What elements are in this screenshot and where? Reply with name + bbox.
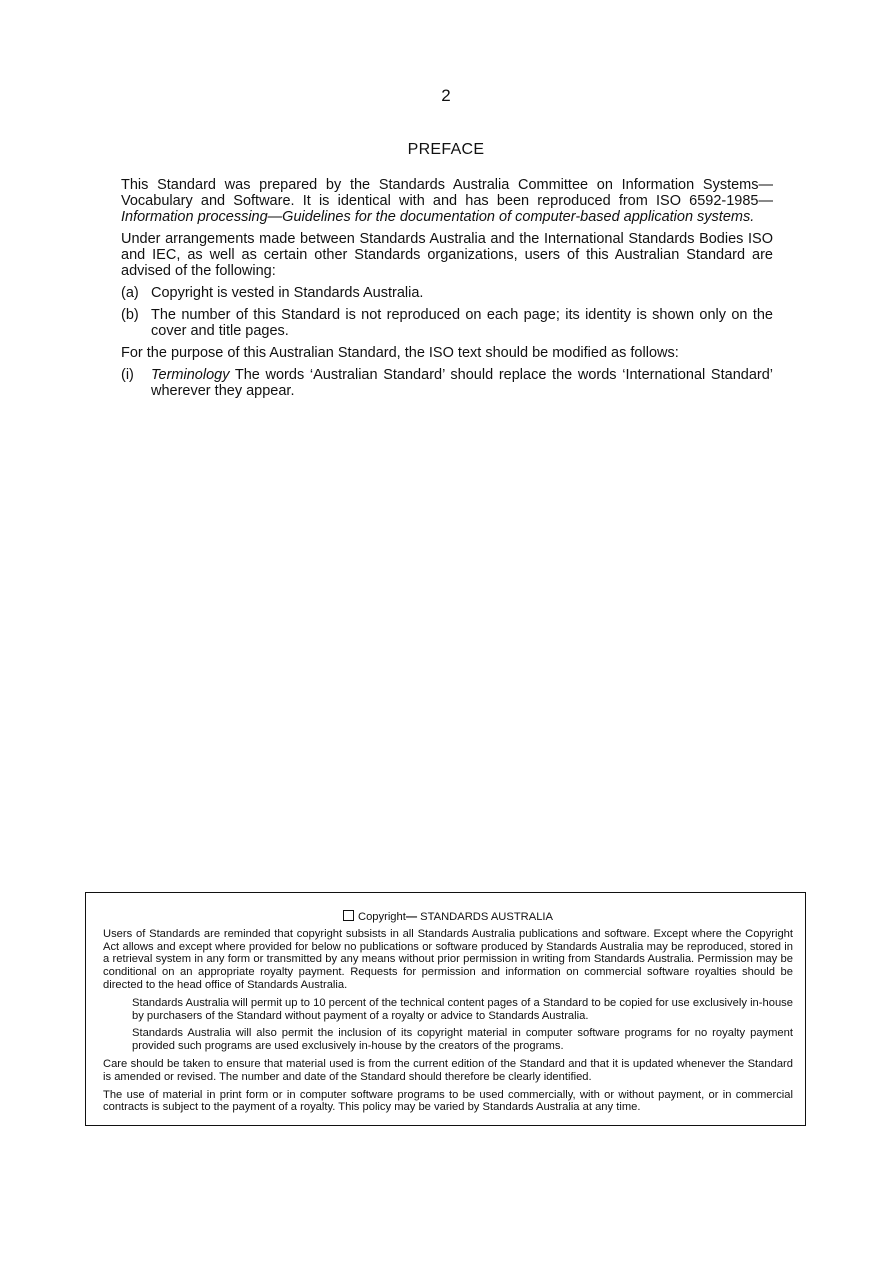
copyright-paragraph-1: Users of Standards are reminded that copyright subsists in all Standards Australia publications and software. Except where the Copyright Act allows and except where provided for below no publications or software produced by Standards Australia may be reproduced, stored in a retrieval system in any form or transmitted by any means without prior permission in writing from Standards Australia. Permission may be conditional on an appropriate royalty payment. Requests for permission and information on commercial software royalties should be directed to the head office of Standards Australia. <box>103 927 793 991</box>
page-number: 2 <box>441 86 451 105</box>
preface-content <box>121 177 773 405</box>
list-item-text: The number of this Standard is not reproduced on each page; its identity is shown only on the cover and title pages. <box>151 307 773 339</box>
modification-lead: Terminology <box>151 367 230 383</box>
copyright-indent-2: Standards Australia will also permit the inclusion of its copyright material in computer software programs for no royalty payment provided such programs are used exclusively in-house by the creators of the programs. <box>132 1027 793 1053</box>
copyright-paragraph-2: Care should be taken to ensure that material used is from the current edition of the Standard and that it is updated whenever the Standard is amended or revised. The number and date of the Standard should therefore be clearly identified. <box>103 1057 793 1083</box>
copyright-symbol-icon <box>343 910 354 921</box>
preface-paragraph-1-text: This Standard was prepared by the Standards Australia Committee on Information Systems—Vocabulary and Software. It is identical with and has been reproduced from ISO 6592-1985— <box>121 177 773 209</box>
list-item <box>121 285 773 301</box>
preface-paragraph-3: For the purpose of this Australian Standard, the ISO text should be modified as follows: <box>121 345 679 361</box>
copyright-title <box>103 910 793 924</box>
copyright-org: STANDARDS AUSTRALIA <box>417 911 553 923</box>
list-marker: (b) <box>121 307 139 323</box>
copyright-notice-box <box>85 892 806 1126</box>
modification-item <box>121 367 773 399</box>
section-title: PREFACE <box>407 141 485 158</box>
copyright-paragraph-3: The use of material in print form or in computer software programs to be used commercially, with or without payment, or in commercial contracts is subject to the payment of a royalty. This policy may be varied by Standards Australia at any time. <box>103 1088 793 1114</box>
list-item <box>121 307 773 339</box>
copyright-notice-content <box>103 910 793 1119</box>
preface-paragraph-2: Under arrangements made between Standards Australia and the International Standards Bodies ISO and IEC, as well as certain other Standards organizations, users of this Australian Standard are advised of the following: <box>121 231 773 279</box>
copyright-dash: — <box>405 911 418 923</box>
modification-text <box>151 367 773 399</box>
preface-paragraph-1 <box>121 177 773 225</box>
list-marker: (a) <box>121 285 139 301</box>
modification-body: The words ‘Australian Standard’ should replace the words ‘International Standard’ wherever they appear. <box>151 367 773 399</box>
iso-document-title: Information processing—Guidelines for the documentation of computer-based application systems. <box>121 209 755 225</box>
list-item-text: Copyright is vested in Standards Australia. <box>151 285 424 301</box>
list-marker: (i) <box>121 367 134 383</box>
copyright-label: Copyright <box>357 911 406 923</box>
copyright-indent-1: Standards Australia will permit up to 10 percent of the technical content pages of a Standard to be copied for use exclusively in-house by purchasers of the Standard without payment of a royalty or advice to Standards Australia. <box>132 996 793 1022</box>
